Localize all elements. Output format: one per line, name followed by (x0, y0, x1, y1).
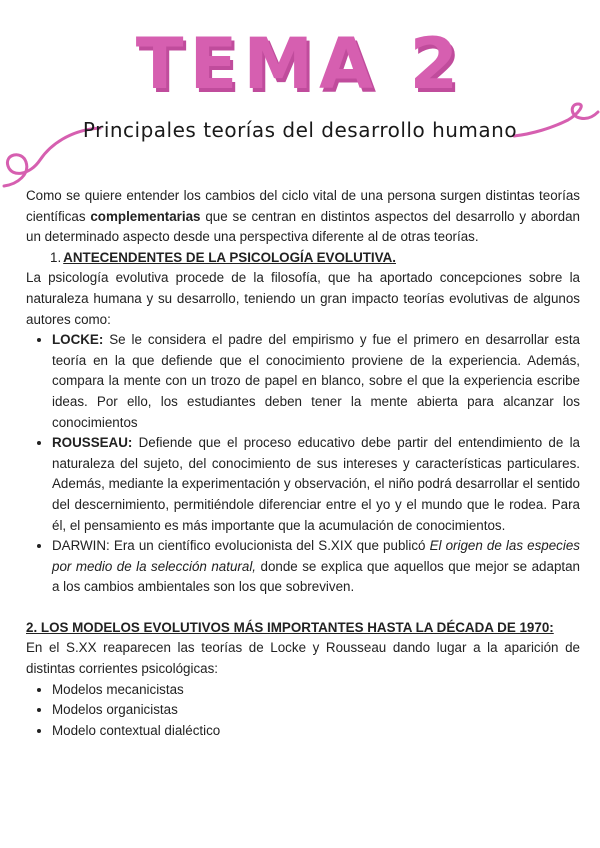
list-item-darwin (52, 536, 580, 598)
page-subtitle: Principales teorías del desarrollo humano (82, 118, 518, 142)
list-item: • Modelos organicistas (52, 700, 580, 721)
intro-paragraph (26, 186, 580, 248)
intro-text-end: que se centran en distintos aspectos del desarrollo y abordan un determinado aspecto desde una perspectiva diferente al de otras teorías. (26, 208, 580, 245)
page-title: TEMA 2 (135, 23, 465, 105)
section-2-heading: 2. LOS MODELOS EVOLUTIVOS MÁS IMPORTANTES HASTA LA DÉCADA DE 1970: (26, 619, 554, 635)
author-description: Defiende que el proceso educativo debe partir del entendimiento de la naturaleza del sujeto, del conocimiento de sus intereses y características particulares. Además, mediante la experimentación y observación, el niño podrá desarrollar el sentido del descernimiento, permitiéndole diferenciar entre el yo y el mundo que le rodea. Para él, el pensamiento es más importante que la acumulación de conocimientos. (52, 435, 580, 533)
section-1-number: 1. (50, 249, 62, 265)
intro-text: Como se quiere entender los cambios del ciclo vital de una persona surgen distintas teorías científicas (26, 188, 580, 224)
section-1-paragraph: La psicología evolutiva procede de la filosofía, que ha aportado concepciones sobre la naturaleza humana y su desarrollo, teniendo un gran impacto teorías evolutivas de algunos autores como: (26, 270, 580, 327)
intro-bold-term: complementarias (90, 208, 201, 224)
author-name: ROUSSEAU: (52, 435, 133, 451)
section-1-heading (50, 248, 580, 269)
document-body (26, 186, 580, 741)
list-item: • Modelo contextual dialéctico (52, 721, 580, 742)
author-description: DARWIN: Era un científico evolucionista del S.XIX que publicó (52, 538, 430, 554)
list-item-rousseau (52, 433, 580, 536)
book-title: El origen de las especies por medio de la selección natural, (52, 538, 581, 574)
authors-list (26, 330, 580, 598)
list-item-locke (52, 330, 580, 433)
author-description-end: donde se explica que aquellos que mejor se adaptan a los cambios ambientales son los que sobreviven. (52, 558, 581, 595)
section-1-heading-text: ANTECENDENTES DE LA PSICOLOGÍA EVOLUTIVA. (63, 249, 396, 265)
section-2-paragraph: En el S.XX reaparecen las teorías de Locke y Rousseau dando lugar a la aparición de distintas corrientes psicológicas: (26, 640, 580, 677)
author-description: Se le considera el padre del empirismo y fue el primero en desarrollar esta teoría en la que defiende que el conocimiento proviene de la experiencia. Además, compara la mente con un trozo de papel en blanco, sobre el que la experiencia escribe ideas. Por ello, los estudiantes deben tener la mente abierta para alcanzar los conocimientos (52, 332, 580, 430)
models-list (26, 680, 580, 742)
author-name: LOCKE: (52, 332, 104, 348)
list-item: • Modelos mecanicistas (52, 680, 580, 701)
